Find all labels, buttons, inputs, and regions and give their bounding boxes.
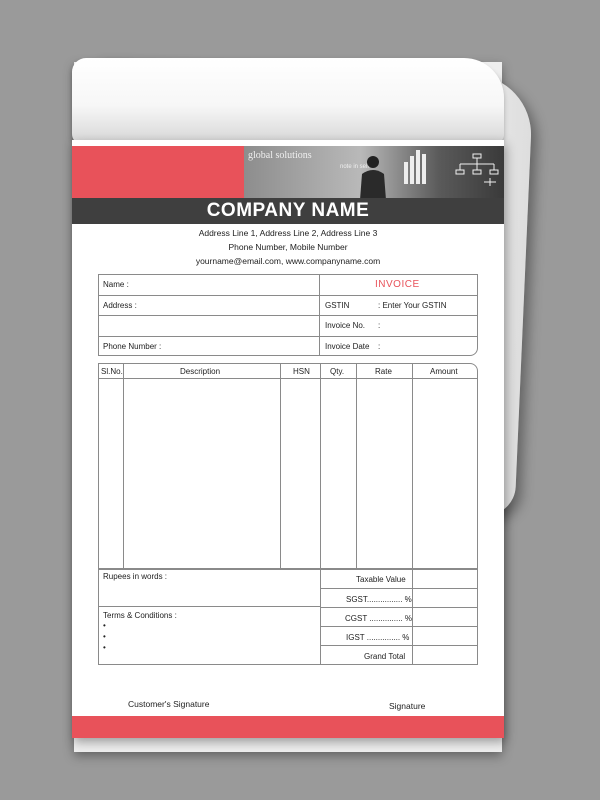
column-header-slno: Sl.No. <box>101 367 123 376</box>
company-phone: Phone Number, Mobile Number <box>228 242 348 252</box>
cgst-label: CGST ............... % <box>345 614 412 623</box>
address-label: Address : <box>103 301 137 310</box>
banner-subtext: note in self <box>340 164 370 170</box>
igst-label: IGST ............... % <box>346 633 410 642</box>
company-web: yourname@email.com, www.companyname.com <box>195 256 381 266</box>
grand-total-label: Grand Total <box>364 652 406 661</box>
gstin-value: : Enter Your GSTIN <box>378 301 447 310</box>
company-address: Address Line 1, Address Line 2, Address Line 3 <box>198 228 378 238</box>
signature-label: Signature <box>389 701 426 711</box>
invoice-number-colon: : <box>378 321 381 330</box>
column-header-qty: Qty. <box>330 367 345 376</box>
gstin-label: GSTIN <box>325 301 350 310</box>
invoice-number-label: Invoice No. <box>325 321 366 330</box>
terms-bullet-2: • <box>103 632 106 641</box>
bar-chart-graphic <box>404 150 428 184</box>
taxable-value-label: Taxable Value <box>356 575 406 584</box>
invoice-date-colon: : <box>378 342 381 351</box>
phone-label: Phone Number : <box>103 342 162 351</box>
invoice-title: INVOICE <box>375 279 420 290</box>
terms-bullet-3: • <box>103 643 106 652</box>
header-photo <box>244 146 504 198</box>
footer-red-band <box>72 716 504 738</box>
org-chart-graphic <box>454 152 500 188</box>
terms-bullet-1: • <box>103 621 106 630</box>
businessman-silhouette-icon <box>358 154 388 198</box>
column-header-amount: Amount <box>430 367 458 376</box>
invoice-sheet <box>72 140 504 738</box>
customer-signature-label: Customer's Signature <box>128 699 210 709</box>
items-table <box>98 363 478 569</box>
invoice-date-label: Invoice Date <box>325 342 370 351</box>
column-header-rate: Rate <box>375 367 392 376</box>
company-name: COMPANY NAME <box>206 200 370 221</box>
sgst-label: SGST................ % <box>346 595 412 604</box>
rupees-in-words-label: Rupees in words : <box>103 572 168 581</box>
banner-text: global solutions <box>248 150 312 161</box>
company-name-bar <box>72 198 504 224</box>
column-header-hsn: HSN <box>293 367 310 376</box>
terms-label: Terms & Conditions : <box>103 611 177 620</box>
notepad-rolled-top <box>72 58 504 144</box>
header-red-band <box>72 146 244 198</box>
name-label: Name : <box>103 280 129 289</box>
column-header-description: Description <box>180 367 221 376</box>
